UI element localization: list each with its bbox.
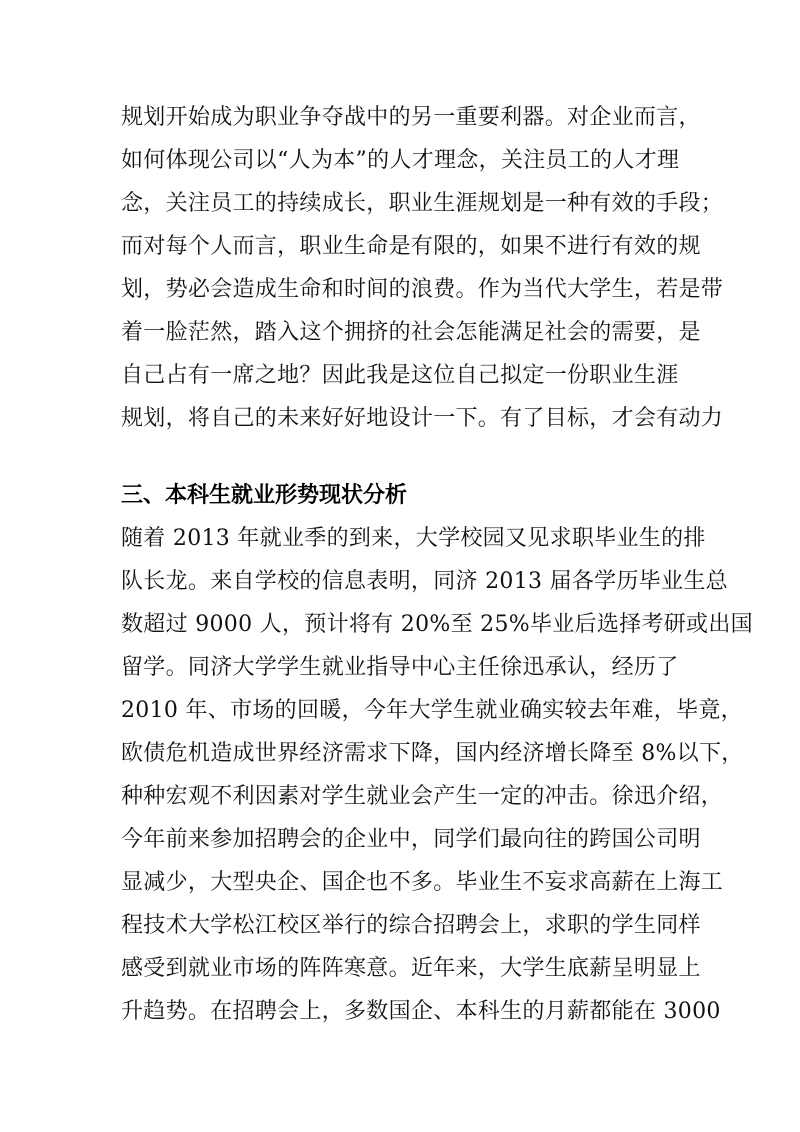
paragraph1-line-6: 着一脸茫然，踏入这个拥挤的社会怎能满足社会的需要，是 (121, 320, 701, 345)
paragraph2-line-12: 升趋势。在招聘会上，多数国企、本科生的月薪都能在 3000 (121, 999, 721, 1024)
paragraph1-line-4: 而对每个人而言，职业生命是有限的，如果不进行有效的规 (121, 234, 701, 259)
paragraph1-line-7: 自己占有一席之地？因此我是这位自己拟定一份职业生涯 (121, 363, 679, 388)
section-heading: 三、本科生就业形势现状分析 (121, 483, 408, 508)
paragraph2-line-3: 数超过 9000 人，预计将有 20%至 25%毕业后选择考研或出国 (121, 612, 753, 637)
paragraph2-line-9: 显减少，大型央企、国企也不多。毕业生不妄求高薪在上海工 (121, 870, 724, 895)
paragraph2-line-5: 2010 年、市场的回暖，今年大学生就业确实较去年难，毕竟， (121, 698, 743, 723)
paragraph1-line-1: 规划开始成为职业争夺战中的另一重要利器。对企业而言， (121, 105, 701, 130)
paragraph1-line-3: 念，关注员工的持续成长，职业生涯规划是一种有效的手段； (121, 191, 724, 216)
paragraph1-line-5: 划，势必会造成生命和时间的浪费。作为当代大学生，若是带 (121, 277, 724, 302)
paragraph2-line-1: 随着 2013 年就业季的到来，大学校园又见求职毕业生的排 (121, 526, 706, 551)
paragraph2-line-7: 种种宏观不利因素对学生就业会产生一定的冲击。徐迅介绍， (121, 784, 724, 809)
paragraph1-line-8: 规划，将自己的未来好好地设计一下。有了目标，才会有动力 (121, 406, 724, 431)
paragraph2-line-11: 感受到就业市场的阵阵寒意。近年来，大学生底薪呈明显上 (121, 956, 701, 981)
paragraph2-line-8: 今年前来参加招聘会的企业中，同学们最向往的跨国公司明 (121, 827, 701, 852)
paragraph2-line-4: 留学。同济大学学生就业指导中心主任徐迅承认，经历了 (121, 655, 679, 680)
paragraph1-line-2: 如何体现公司以“人为本”的人才理念，关注员工的人才理 (121, 148, 680, 173)
paragraph2-line-2: 队长龙。来自学校的信息表明，同济 2013 届各学历毕业生总 (121, 569, 728, 594)
paragraph2-line-6: 欧债危机造成世界经济需求下降，国内经济增长降至 8%以下， (121, 741, 744, 766)
paragraph2-line-10: 程技术大学松江校区举行的综合招聘会上，求职的学生同样 (121, 913, 701, 938)
